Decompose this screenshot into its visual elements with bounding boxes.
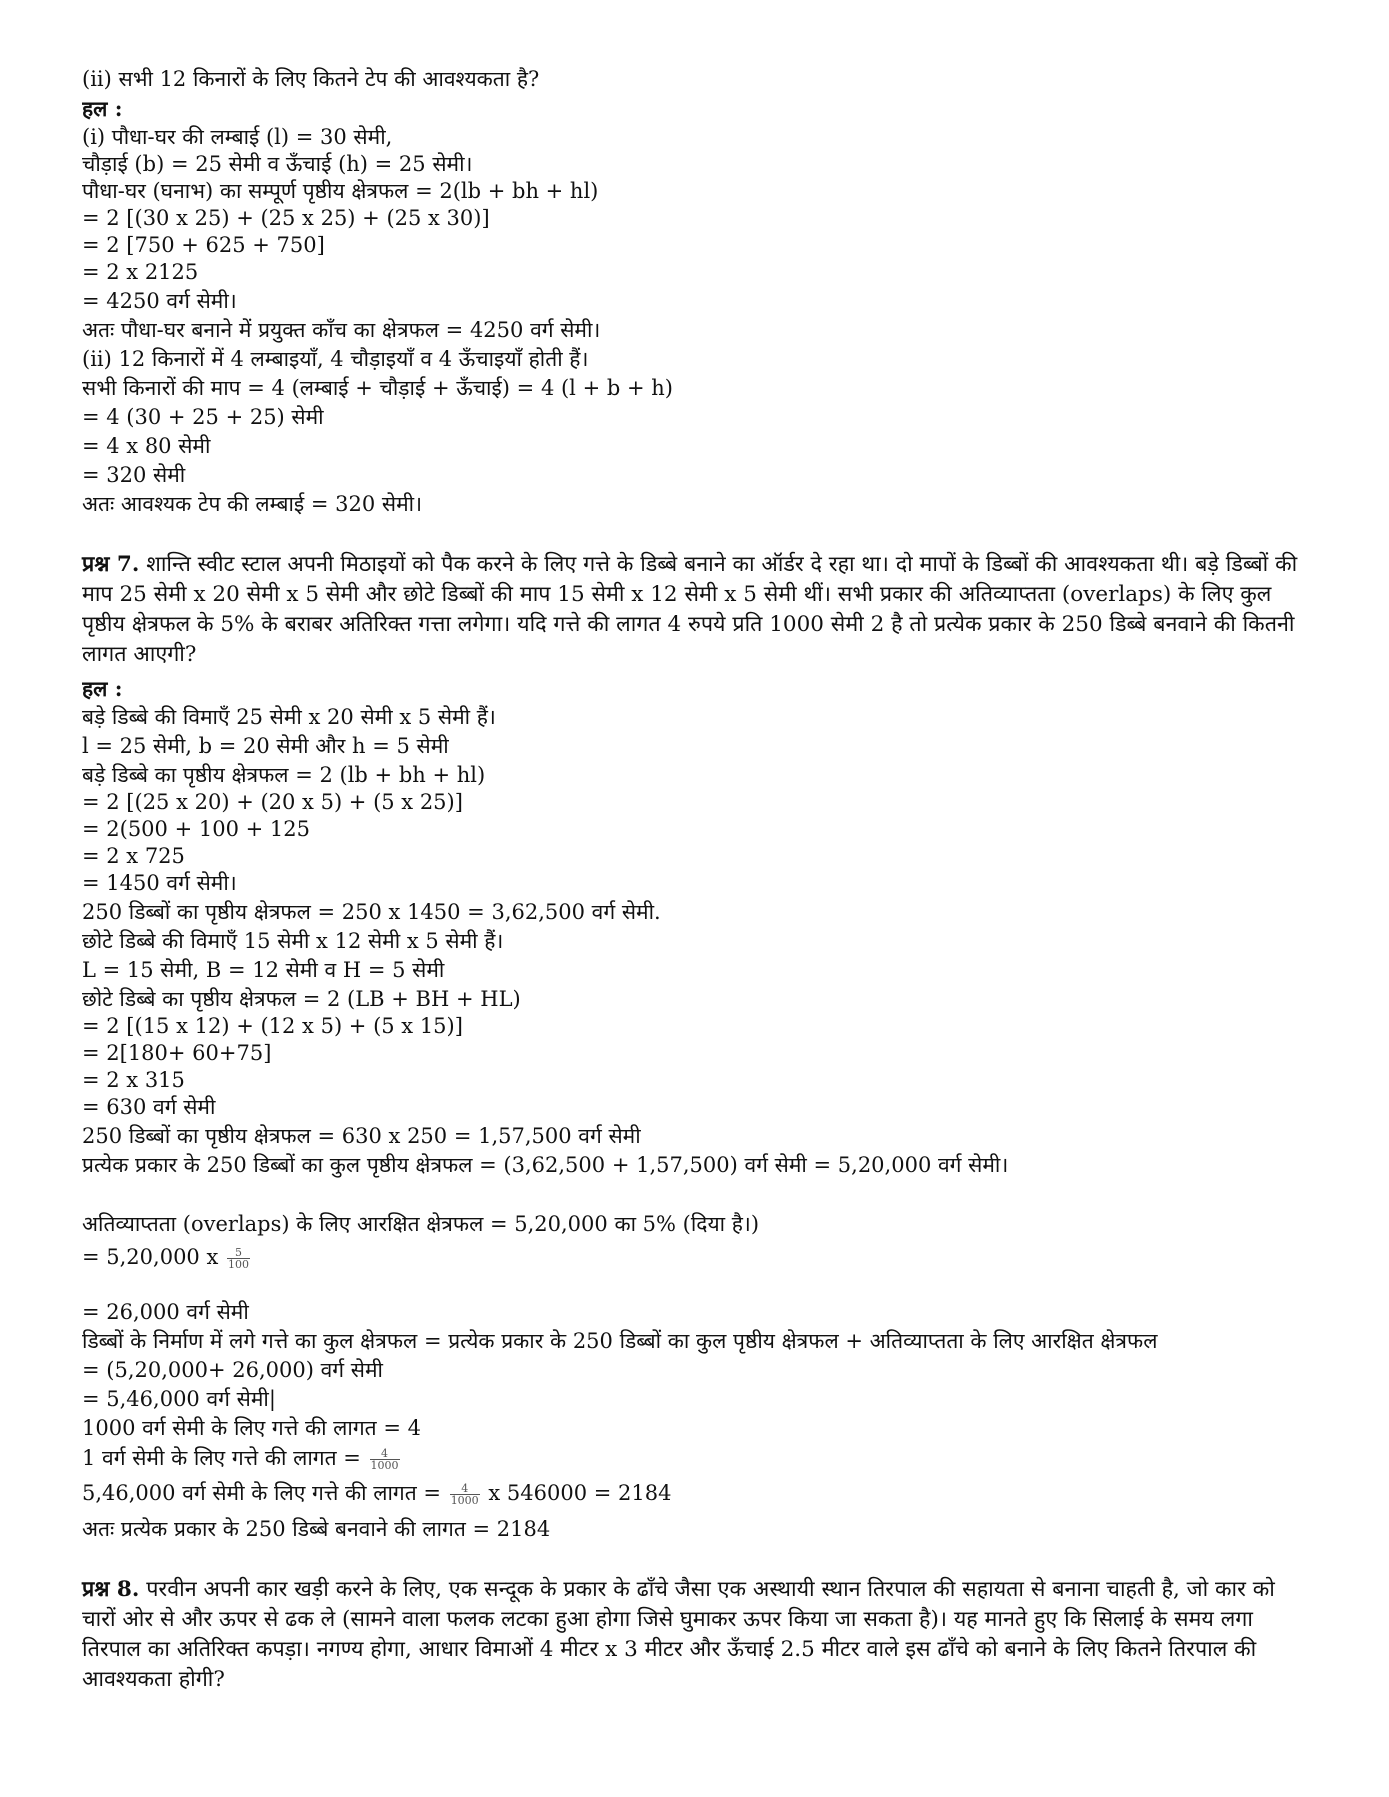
solution-line: = 2 x 315 — [82, 1068, 185, 1092]
overlap-calc-prefix: = 5,20,000 x — [82, 1245, 219, 1269]
solution-line: बड़े डिब्बे की विमाएँ 25 सेमी x 20 सेमी x 5 सेमी हैं। — [82, 705, 496, 729]
solution-line: बड़े डिब्बे का पृष्ठीय क्षेत्रफल = 2 (lb + bh + hl) — [82, 763, 486, 787]
fraction — [227, 1247, 250, 1270]
solution-line: (i) पौधा-घर की लम्बाई (l) = 30 सेमी, — [82, 125, 393, 149]
solution-line: प्रत्येक प्रकार के 250 डिब्बों का कुल पृष्ठीय क्षेत्रफल = (3,62,500 + 1,57,500) वर्ग सेमी = 5,20,000 वर्ग सेमी। — [82, 1153, 1009, 1177]
solution-line: सभी किनारों की माप = 4 (लम्बाई + चौड़ाई + ऊँचाई) = 4 (l + b + h) — [82, 376, 673, 400]
solution-line: = 4 x 80 सेमी — [82, 434, 211, 458]
solution-line: L = 15 सेमी, B = 12 सेमी व H = 5 सेमी — [82, 958, 445, 982]
solution-line: = 2 [(15 x 12) + (12 x 5) + (5 x 15)] — [82, 1014, 463, 1038]
solution-line: = 4250 वर्ग सेमी। — [82, 289, 237, 313]
solution-line: = 2 x 725 — [82, 844, 185, 868]
cost-per-unit-prefix: 1 वर्ग सेमी के लिए गत्ते की लागत = — [82, 1446, 361, 1470]
solution-heading: हल : — [82, 96, 123, 121]
question-text: परवीन अपनी कार खड़ी करने के लिए, एक सन्दूक के प्रकार के ढाँचे जैसा एक अस्थायी स्थान तिरपाल की सहायता से बनाना चाहती है, जो कार को चारों ओर से और ऊपर से ढक ले (सामने वाला फलक लटका हुआ होगा जिसे घुमाकर ऊपर किया जा सकता है)। यह मानते हुए कि सिलाई के समय लगा तिरपाल का अतिरिक्त कपड़ा। नगण्य होगा, आधार विमाओं 4 मीटर x 3 मीटर और ऊँचाई 2.5 मीटर वाले इस ढाँचे को बनाने के लिए कितने तिरपाल की आवश्यकता होगी? — [82, 1577, 1275, 1692]
solution-line: 1000 वर्ग सेमी के लिए गत्ते की लागत = 4 — [82, 1416, 421, 1440]
solution-line: = (5,20,000+ 26,000) वर्ग सेमी — [82, 1358, 383, 1382]
fraction-numerator: 5 — [235, 1246, 242, 1259]
solution-line: = 2[180+ 60+75] — [82, 1041, 272, 1065]
solution-line: = 2(500 + 100 + 125 — [82, 817, 310, 841]
question-8 — [82, 1575, 1312, 1695]
solution-line: डिब्बों के निर्माण में लगे गत्ते का कुल क्षेत्रफल = प्रत्येक प्रकार के 250 डिब्बों का कुल पृष्ठीय क्षेत्रफल + अतिव्याप्तता के लिए आरक्षित क्षेत्रफल — [82, 1329, 1158, 1353]
overlap-line: अतिव्याप्तता (overlaps) के लिए आरक्षित क्षेत्रफल = 5,20,000 का 5% (दिया है।) — [82, 1212, 760, 1236]
question-part-ii: (ii) सभी 12 किनारों के लिए कितने टेप की आवश्यकता है? — [82, 67, 540, 91]
solution-line: = 2 x 2125 — [82, 260, 199, 284]
solution-line: अतः पौधा-घर बनाने में प्रयुक्त काँच का क्षेत्रफल = 4250 वर्ग सेमी। — [82, 318, 601, 342]
fraction-denominator: 1000 — [450, 1494, 479, 1507]
solution-line: = 320 सेमी — [82, 463, 186, 487]
fraction — [370, 1448, 400, 1471]
solution-line: (ii) 12 किनारों में 4 लम्बाइयाँ, 4 चौड़ाइयाँ व 4 ऊँचाइयाँ होती हैं। — [82, 347, 589, 371]
question-text: शान्ति स्वीट स्टाल अपनी मिठाइयों को पैक करने के लिए गत्ते के डिब्बे बनाने का ऑर्डर दे रहा था। दो मापों के डिब्बों की आवश्यकता थी। बड़े डिब्बों की माप 25 सेमी x 20 सेमी x 5 सेमी और छोटे डिब्बों की माप 15 सेमी x 12 सेमी x 5 सेमी थीं। सभी प्रकार की अतिव्याप्तता (overlaps) के लिए कुल पृष्ठीय क्षेत्रफल के 5% के बराबर अतिरिक्त गत्ता लगेगा। यदि गत्ते की लागत 4 रुपये प्रति 1000 सेमी 2 है तो प्रत्येक प्रकार के 250 डिब्बे बनवाने की कितनी लागत आएगी? — [82, 552, 1298, 667]
fraction-denominator: 100 — [228, 1258, 249, 1271]
solution-line: l = 25 सेमी, b = 20 सेमी और h = 5 सेमी — [82, 734, 449, 758]
question-label: प्रश्न 7. — [82, 552, 140, 577]
solution-line: = 630 वर्ग सेमी — [82, 1095, 216, 1119]
solution-conclusion: अतः आवश्यक टेप की लम्बाई = 320 सेमी। — [82, 492, 423, 516]
total-cost-prefix: 5,46,000 वर्ग सेमी के लिए गत्ते की लागत = — [82, 1481, 441, 1505]
solution-line: = 4 (30 + 25 + 25) सेमी — [82, 405, 324, 429]
solution-line: पौधा-घर (घनाभ) का सम्पूर्ण पृष्ठीय क्षेत्रफल = 2(lb + bh + hl) — [82, 179, 599, 203]
overlap-calc — [82, 1240, 1322, 1274]
solution-line: = 2 [750 + 625 + 750] — [82, 233, 325, 257]
question-7 — [82, 550, 1312, 670]
solution-heading: हल : — [82, 676, 123, 701]
solution-line: 250 डिब्बों का पृष्ठीय क्षेत्रफल = 630 x 250 = 1,57,500 वर्ग सेमी — [82, 1124, 641, 1148]
solution-conclusion: अतः प्रत्येक प्रकार के 250 डिब्बे बनवाने की लागत = 2184 — [82, 1517, 551, 1541]
fraction-numerator: 4 — [381, 1447, 389, 1460]
total-cost-line — [82, 1476, 1322, 1510]
solution-line: = 5,46,000 वर्ग सेमी| — [82, 1387, 276, 1411]
solution-line: 250 डिब्बों का पृष्ठीय क्षेत्रफल = 250 x 1450 = 3,62,500 वर्ग सेमी. — [82, 900, 661, 924]
solution-line: = 2 [(25 x 20) + (20 x 5) + (5 x 25)] — [82, 790, 463, 814]
total-cost-suffix: x 546000 = 2184 — [488, 1481, 672, 1505]
fraction — [450, 1483, 480, 1506]
solution-line: चौड़ाई (b) = 25 सेमी व ऊँचाई (h) = 25 सेमी। — [82, 152, 473, 176]
cost-per-unit-line — [82, 1441, 1322, 1475]
solution-line: = 26,000 वर्ग सेमी — [82, 1300, 249, 1324]
solution-line: छोटे डिब्बे का पृष्ठीय क्षेत्रफल = 2 (LB + BH + HL) — [82, 987, 521, 1011]
solution-line: छोटे डिब्बे की विमाएँ 15 सेमी x 12 सेमी x 5 सेमी हैं। — [82, 929, 504, 953]
fraction-denominator: 1000 — [370, 1459, 399, 1472]
solution-line: = 2 [(30 x 25) + (25 x 25) + (25 x 30)] — [82, 206, 490, 230]
solution-line: = 1450 वर्ग सेमी। — [82, 871, 237, 895]
fraction-numerator: 4 — [461, 1482, 469, 1495]
question-label: प्रश्न 8. — [82, 1577, 140, 1602]
